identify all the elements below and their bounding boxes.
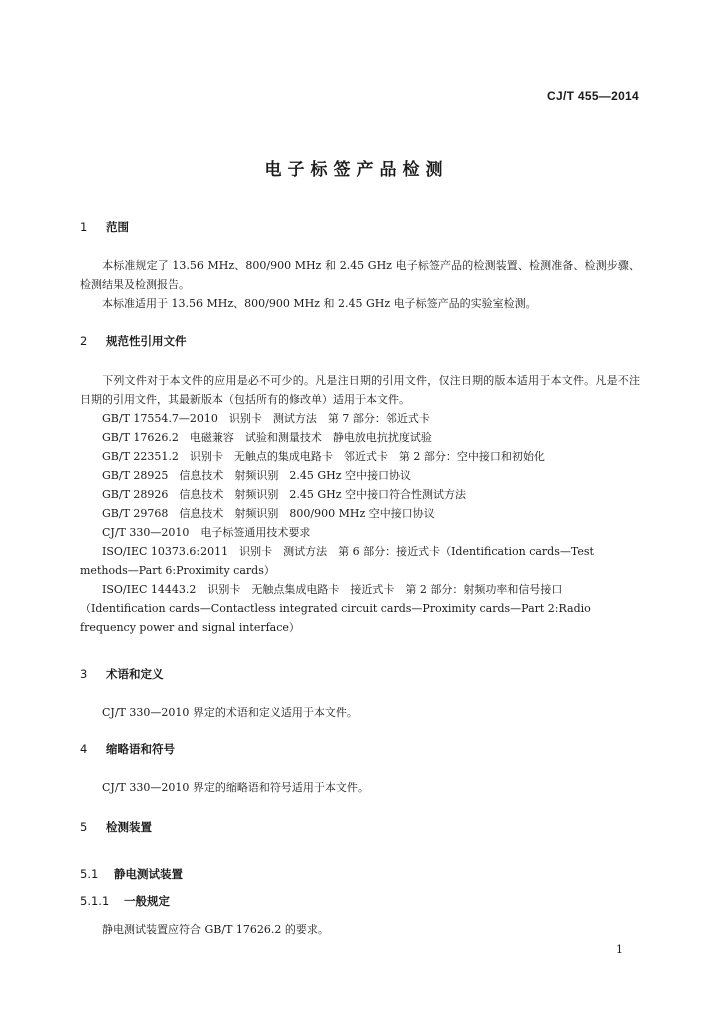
paragraph-text: 静电测试装置应符合 GB/T 17626.2 的要求。 <box>102 923 329 936</box>
reference-text: GB/T 22351.2 识别卡 无触点的集成电路卡 邻近式卡 第 2 部分：空中接口和初始化 <box>102 450 545 463</box>
section-title: 缩略语和符号 <box>106 742 175 756</box>
reference-text: GB/T 28925 信息技术 射频识别 2.45 GHz 空中接口协议 <box>102 469 412 482</box>
paragraph-text: CJ/T 330—2010 界定的术语和定义适用于本文件。 <box>102 706 358 719</box>
reference-text: GB/T 28926 信息技术 射频识别 2.45 GHz 空中接口符合性测试方法 <box>102 488 467 501</box>
section-number: 5.1 <box>80 867 99 881</box>
section-title: 一般规定 <box>124 894 170 908</box>
section-number: 4 <box>80 742 88 756</box>
section-1-paragraph-2 <box>80 294 640 313</box>
section-5-1-heading <box>80 866 183 882</box>
reference-item <box>80 466 640 485</box>
section-number: 2 <box>80 334 88 348</box>
section-number: 5.1.1 <box>80 894 110 908</box>
section-3-heading <box>80 666 164 682</box>
reference-item <box>80 409 640 428</box>
section-title: 术语和定义 <box>106 667 164 681</box>
reference-item <box>80 485 640 504</box>
reference-text: ISO/IEC 10373.6:2011 识别卡 测试方法 第 6 部分：接近式卡（Identification cards—Test methods—Part 6:Proximity cards） <box>80 545 594 577</box>
reference-item <box>80 580 640 637</box>
paragraph-text: 本标准规定了 13.56 MHz、800/900 MHz 和 2.45 GHz 电子标签产品的检测装置、检测准备、检测步骤、检测结果及检测报告。 <box>80 259 640 291</box>
page-number: 1 <box>616 943 623 956</box>
reference-text: CJ/T 330—2010 电子标签通用技术要求 <box>102 526 311 539</box>
document-title: 电子标签产品检测 <box>264 160 449 180</box>
reference-item <box>80 447 640 466</box>
section-number: 3 <box>80 667 88 681</box>
reference-text: GB/T 29768 信息技术 射频识别 800/900 MHz 空中接口协议 <box>102 507 435 520</box>
section-title: 范围 <box>106 220 129 234</box>
paragraph-text: CJ/T 330—2010 界定的缩略语和符号适用于本文件。 <box>102 781 369 794</box>
section-title: 检测装置 <box>106 820 152 834</box>
section-4-paragraph <box>80 778 640 797</box>
section-2-heading <box>80 333 187 349</box>
section-5-1-1-paragraph <box>80 920 640 939</box>
section-1-paragraph-1 <box>80 256 640 294</box>
section-5-heading <box>80 819 152 835</box>
paragraph-text: 下列文件对于本文件的应用是必不可少的。凡是注日期的引用文件，仅注日期的版本适用于本文件。凡是不注日期的引用文件，其最新版本（包括所有的修改单）适用于本文件。 <box>80 374 640 406</box>
reference-item <box>80 523 640 542</box>
reference-item <box>80 542 640 580</box>
section-1-heading <box>80 219 129 235</box>
standard-code: CJ/T 455—2014 <box>547 89 639 103</box>
reference-text: GB/T 17554.7—2010 识别卡 测试方法 第 7 部分：邻近式卡 <box>102 412 430 425</box>
section-5-1-1-heading <box>80 893 170 909</box>
section-number: 1 <box>80 220 88 234</box>
section-3-paragraph <box>80 703 640 722</box>
reference-text: ISO/IEC 14443.2 识别卡 无触点集成电路卡 接近式卡 第 2 部分：射频功率和信号接口（Identification cards—Contactless integrated circuit cards—Proximity cards—Part 2:Radio frequency power and signal interface） <box>80 583 591 634</box>
section-4-heading <box>80 741 175 757</box>
reference-item <box>80 428 640 447</box>
reference-text: GB/T 17626.2 电磁兼容 试验和测量技术 静电放电抗扰度试验 <box>102 431 432 444</box>
section-number: 5 <box>80 820 88 834</box>
section-title: 静电测试装置 <box>114 867 183 881</box>
section-title: 规范性引用文件 <box>106 334 187 348</box>
paragraph-text: 本标准适用于 13.56 MHz、800/900 MHz 和 2.45 GHz 电子标签产品的实验室检测。 <box>102 297 537 310</box>
section-2-intro <box>80 371 640 409</box>
reference-item <box>80 504 640 523</box>
